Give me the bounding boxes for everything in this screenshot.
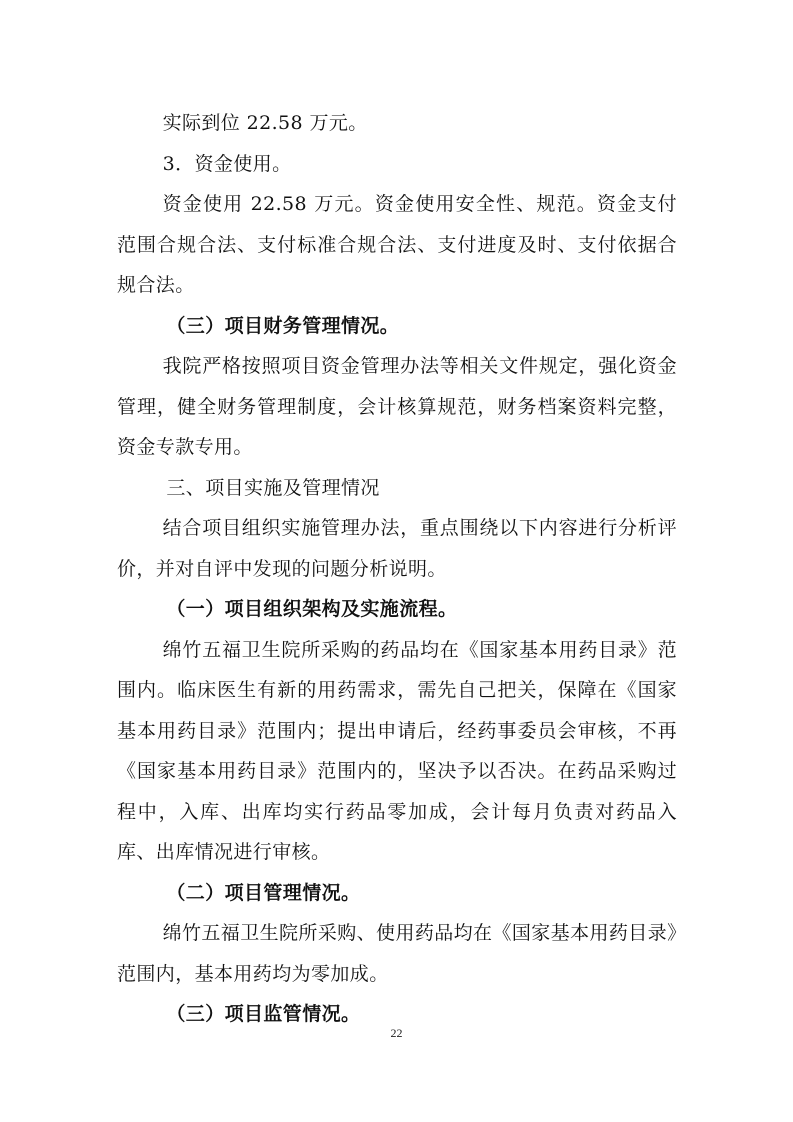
paragraph-funds-arrived: 实际到位 22.58 万元。 — [162, 112, 368, 134]
page-number: 22 — [390, 1026, 403, 1040]
paragraph-organization: 绵竹五福卫生院所采购的药品均在《国家基本用药目录》范围内。临床医生有新的用药需求，需先自己把关，保障在《国家基本用药目录》范围内；提出申请后，经药事委员会审核，不再《国家基本用药目录》范围内的，坚决予以否决。在药品采购过程中，入库、出库均实行药品零加成，会计每月负责对药品入库、出库情况进行审核。 — [117, 638, 677, 863]
paragraph-funds-usage: 资金使用 22.58 万元。资金使用安全性、规范。资金支付范围合规合法、支付标准合规合法、支付进度及时、支付依据合规合法。 — [117, 193, 677, 296]
section-financial-management-heading: （三）项目财务管理情况。 — [166, 314, 400, 337]
section-implementation-heading: 三、项目实施及管理情况 — [166, 476, 380, 499]
paragraph-project-management: 绵竹五福卫生院所采购、使用药品均在《国家基本用药目录》范围内，基本用药均为零加成。 — [117, 922, 677, 985]
section-supervision-heading: （三）项目监管情况。 — [166, 1003, 361, 1025]
paragraph-implementation-intro: 结合项目组织实施管理办法，重点围绕以下内容进行分析评价，并对自评中发现的问题分析说明。 — [117, 517, 677, 580]
document-body — [117, 103, 677, 1035]
section-project-management-heading: （二）项目管理情况。 — [166, 881, 361, 904]
section-organization-heading: （一）项目组织架构及实施流程。 — [166, 598, 458, 620]
paragraph-financial-management: 我院严格按照项目资金管理办法等相关文件规定，强化资金管理，健全财务管理制度，会计核算规范，财务档案资料完整，资金专款专用。 — [117, 355, 677, 458]
item-funds-usage-heading: 3．资金使用。 — [162, 152, 292, 175]
